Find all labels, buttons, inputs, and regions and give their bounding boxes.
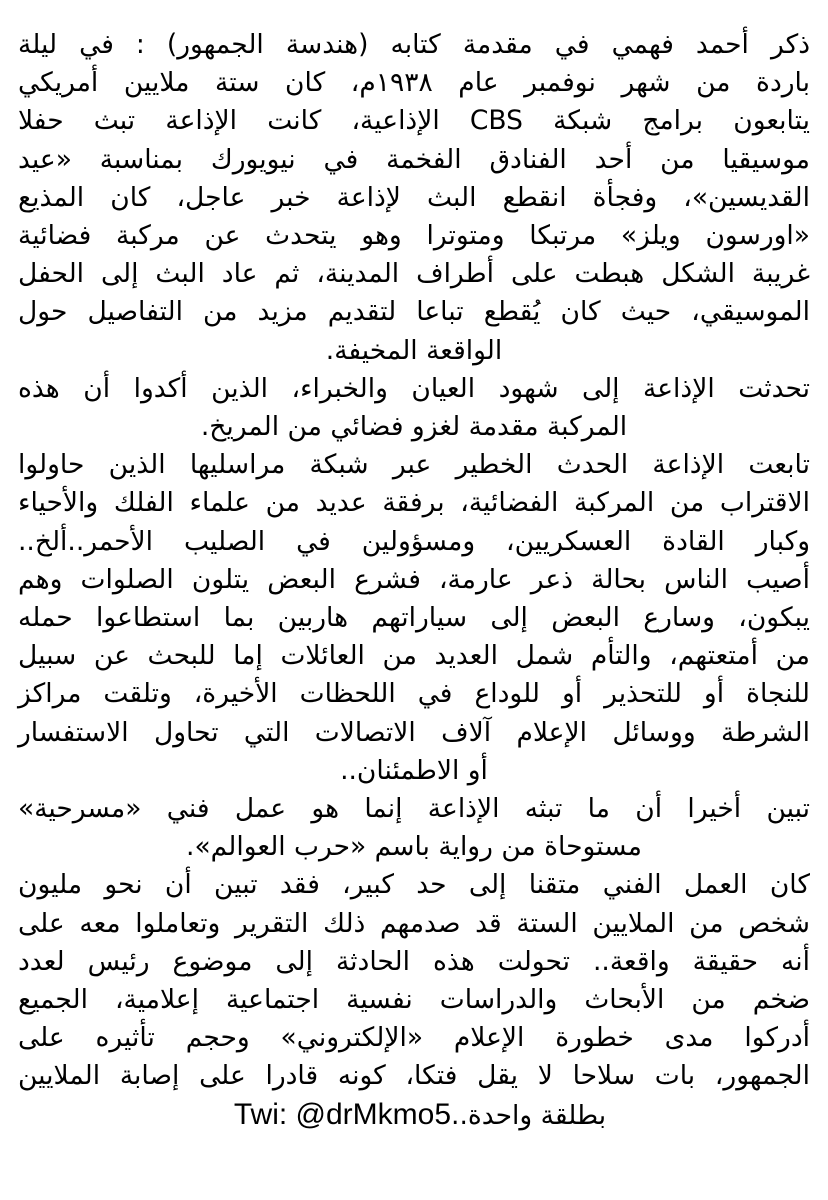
text-line: أدركوا مدى خطورة الإعلام «الإلكتروني» وحجم تأثيره على <box>18 1022 810 1054</box>
text-line: الشرطة ووسائل الإعلام آلاف الاتصالات التي تحاول الاستفسار <box>18 716 810 748</box>
text-line: القديسين»، وفجأة انقطع البث لإذاعة خبر عاجل، كان المذيع <box>18 181 810 213</box>
paragraph-2 <box>18 370 810 446</box>
text-line: أنه حقيقة واقعة.. تحولت هذه الحادثة إلى موضوع رئيس لعدد <box>18 945 810 977</box>
text-line: تحدثت الإذاعة إلى شهود العيان والخبراء، الذين أكدوا أن هذه <box>18 372 810 404</box>
paragraph-3 <box>18 446 810 561</box>
article-text <box>18 26 810 1135</box>
text-line: الاقتراب من المركبة الفضائية، برفقة عديد من علماء الفلك والأحياء <box>18 487 810 519</box>
text-line: غريبة الشكل هبطت على أطراف المدينة، ثم عاد البث إلى الحفل <box>18 258 810 290</box>
text-line: المركبة مقدمة لغزو فضائي من المريخ. <box>200 411 628 443</box>
closing-text: بطلقة واحدة.. <box>451 1099 607 1131</box>
text-line: وكبار القادة العسكريين، ومسؤولين في الصليب الأحمر..ألخ.. <box>18 525 810 557</box>
text-line: شخص من الملايين الستة قد صدمهم ذلك التقرير وتعاملوا معه على <box>18 907 810 939</box>
paragraph-6 <box>18 866 810 1134</box>
text-line: من أمتعتهم، والتأم شمل العديد من العائلات إما للبحث عن سبيل <box>18 640 810 672</box>
text-line: مستوحاة من رواية باسم «حرب العوالم». <box>186 831 642 863</box>
text-line: موسيقيا من أحد الفنادق الفخمة في نيويورك بمناسبة «عيد <box>18 143 810 175</box>
text-line: ذكر أحمد فهمي في مقدمة كتابه (هندسة الجمهور) : في ليلة <box>18 29 810 60</box>
text-line: للنجاة أو للتحذير أو للوداع في اللحظات الأخيرة، وتلقت مراكز <box>18 678 810 710</box>
closing-line <box>18 1096 810 1135</box>
paragraph-4 <box>18 561 810 790</box>
text-line: كان العمل الفني متقنا إلى حد كبير، فقد تبين أن نحو مليون <box>18 869 810 901</box>
text-line: «اورسون ويلز» مرتبكا ومتوترا وهو يتحدث عن مركبة فضائية <box>18 220 810 252</box>
text-line: ضخم من الأبحاث والدراسات نفسية اجتماعية إعلامية، الجميع <box>18 984 810 1016</box>
text-line: الموسيقي، حيث كان يُقطع تباعا لتقديم مزيد من التفاصيل حول <box>18 296 810 328</box>
text-line: تبين أخيرا أن ما تبثه الإذاعة إنما هو عمل فني «مسرحية» <box>18 793 810 825</box>
paragraph-1 <box>18 26 810 370</box>
text-line: الجمهور، بات سلاحا لا يقل فتكا، كونه قادرا على إصابة الملايين <box>18 1060 810 1092</box>
text-line: الواقعة المخيفة. <box>325 334 503 366</box>
paragraph-5 <box>18 790 810 866</box>
text-line: باردة من شهر نوفمبر عام ١٩٣٨م، كان ستة ملايين أمريكي <box>18 67 810 99</box>
text-line: أو الاطمئنان.. <box>340 754 488 786</box>
text-line: يتابعون برامج شبكة CBS الإذاعية، كانت الإذاعة تبث حفلا <box>18 105 810 137</box>
twitter-handle: Twi: @drMkmo5 <box>233 1097 452 1131</box>
text-line: يبكون، وسارع البعض إلى سياراتهم هاربين بما استطاعوا حمله <box>18 602 810 634</box>
text-line: أصيب الناس بحالة ذعر عارمة، فشرع البعض يتلون الصلوات وهم <box>18 563 810 595</box>
text-line: تابعت الإذاعة الحدث الخطير عبر شبكة مراسليها الذين حاولوا <box>18 449 810 481</box>
